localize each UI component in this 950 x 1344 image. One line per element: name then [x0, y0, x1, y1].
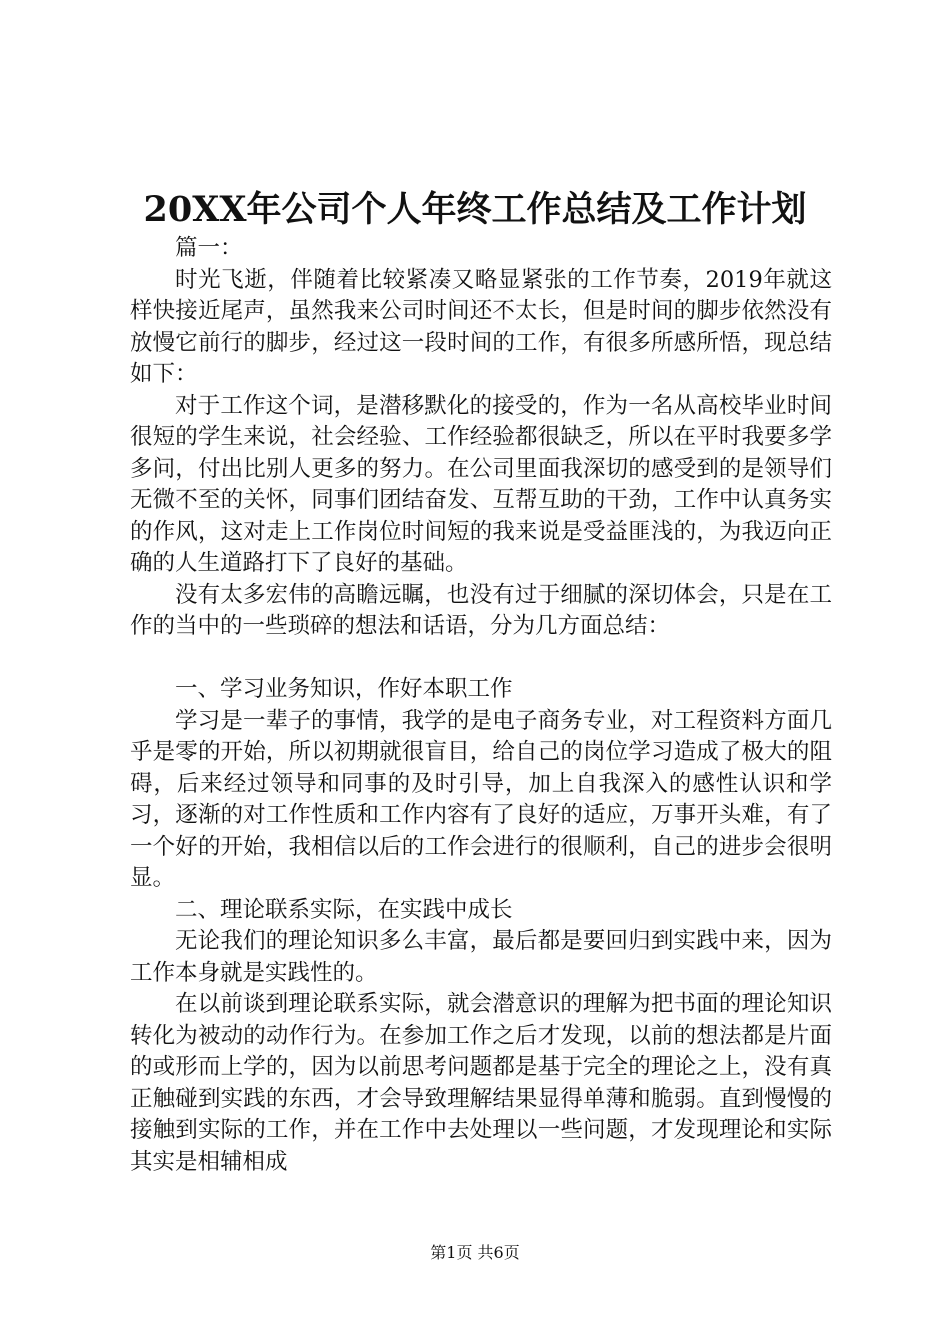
document-title: 20XX年公司个人年终工作总结及工作计划	[143, 189, 807, 230]
heading-section-1: 一、学习业务知识，作好本职工作	[175, 676, 513, 702]
paragraph-section-2-body-a: 无论我们的理论知识多么丰富，最后都是要回归到实践中来，因为工作本身就是实践性的。	[130, 928, 832, 986]
paragraph-intro: 时光飞逝，伴随着比较紧凑又略显紧张的工作节奏，2019年就这样快接近尾声，虽然我来公司时间还不太长，但是时间的脚步依然没有放慢它前行的脚步，经过这一段时间的工作，有很多所感所悟，现总结如下：	[130, 266, 832, 387]
paragraph-section-1-body: 学习是一辈子的事情，我学的是电子商务专业，对工程资料方面几乎是零的开始，所以初期就很盲目，给自己的岗位学习造成了极大的阻碍，后来经过领导和同事的及时引导，加上自我深入的感性认识和学习，逐渐的对工作性质和工作内容有了良好的适应，万事开头难，有了一个好的开始，我相信以后的工作会进行的很顺利，自己的进步会很明显。	[130, 707, 832, 891]
page-number-footer: 第1页 共6页	[430, 1243, 520, 1262]
paragraph-section-label: 篇一：	[175, 235, 243, 261]
document-body	[130, 233, 832, 1178]
paragraph-summary-lead: 没有太多宏伟的高瞻远瞩，也没有过于细腻的深切体会，只是在工作的当中的一些琐碎的想法和话语，分为几方面总结：	[130, 581, 832, 639]
paragraph-section-2-body-b: 在以前谈到理论联系实际，就会潜意识的理解为把书面的理论知识转化为被动的动作行为。在参加工作之后才发现，以前的想法都是片面的或形而上学的，因为以前思考问题都是基于完全的理论之上，没有真正触碰到实践的东西，才会导致理解结果显得单薄和脆弱。直到慢慢的接触到实际的工作，并在工作中去处理以一些问题，才发现理论和实际其实是相辅相成	[130, 991, 832, 1175]
paragraph-blank	[130, 643, 832, 675]
heading-section-2: 二、理论联系实际，在实践中成长	[175, 896, 513, 923]
paragraph-work-attitude: 对于工作这个词，是潜移默化的接受的，作为一名从高校毕业时间很短的学生来说，社会经验、工作经验都很缺乏，所以在平时我要多学多问，付出比别人更多的努力。在公司里面我深切的感受到的是领导们无微不至的关怀，同事们团结奋发、互帮互助的干劲，工作中认真务实的作风，这对走上工作岗位时间短的我来说是受益匪浅的，为我迈向正确的人生道路打下了良好的基础。	[130, 392, 832, 576]
